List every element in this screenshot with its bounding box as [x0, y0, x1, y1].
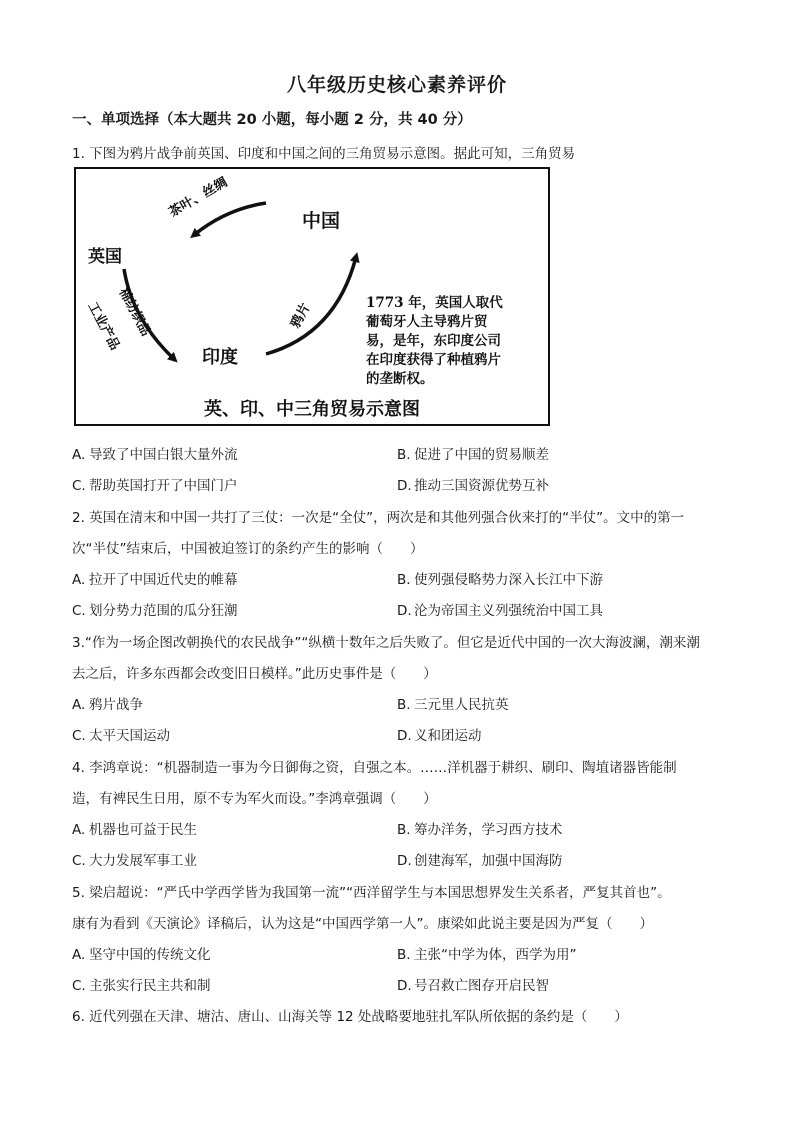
question-1-stem: 1. 下图为鸦片战争前英国、印度和中国之间的三角贸易示意图。据此可知，三角贸易	[72, 146, 576, 162]
question-3-stem-line-2: 去之后，许多东西都会改变旧日模样。”此历史事件是（ ）	[72, 666, 437, 682]
node-india: 印度	[202, 347, 238, 368]
label-tea-silk: 茶叶、丝绸	[166, 174, 231, 221]
node-china: 中国	[302, 210, 341, 232]
q1-option-a[interactable]: A. 导致了中国白银大量外流	[72, 447, 238, 463]
note-line-1: 1773 年，英国人取代	[366, 295, 503, 311]
q2-option-c[interactable]: C. 划分势力范围的瓜分狂潮	[72, 603, 238, 619]
question-6-stem: 6. 近代列强在天津、塘沽、唐山、山海关等 12 处战略要地驻扎军队所依据的条约是（ ）	[72, 1009, 628, 1025]
q2-option-b[interactable]: B. 使列强侵略势力深入长江中下游	[397, 572, 603, 588]
q3-option-b[interactable]: B. 三元里人民抗英	[397, 697, 509, 713]
arrow-tea-silk	[194, 203, 266, 235]
q5-option-c[interactable]: C. 主张实行民主共和制	[72, 978, 211, 994]
q3-option-a[interactable]: A. 鸦片战争	[72, 697, 143, 713]
question-3-stem-line-1: 3.“作为一场企图改朝换代的农民战争”“纵横十数年之后失败了。但它是近代中国的一次大海波澜，潮来潮	[72, 635, 700, 651]
q3-option-c[interactable]: C. 太平天国运动	[72, 728, 170, 744]
note-line-3: 易，是年，东印度公司	[366, 333, 501, 349]
label-industrial: 工业产品	[84, 299, 123, 353]
figure-caption: 英、印、中三角贸易示意图	[204, 399, 420, 420]
q2-option-d[interactable]: D. 沦为帝国主义列强统治中国工具	[397, 603, 603, 619]
page-title: 八年级历史核心素养评价	[286, 74, 507, 96]
label-cotton: 棉纺织品	[115, 285, 154, 339]
q4-option-d[interactable]: D. 创建海军，加强中国海防	[397, 853, 563, 869]
node-britain: 英国	[88, 247, 122, 267]
question-2-stem-line-1: 2. 英国在清末和中国一共打了三仗：一次是“全仗”，两次是和其他列强合伙来打的“半仗”。文中的第一	[72, 510, 685, 526]
q2-option-a[interactable]: A. 拉开了中国近代史的帷幕	[72, 572, 238, 588]
q1-option-b[interactable]: B. 促进了中国的贸易顺差	[397, 447, 549, 463]
q5-option-b[interactable]: B. 主张“中学为体，西学为用”	[397, 947, 577, 963]
q1-option-c[interactable]: C. 帮助英国打开了中国门户	[72, 478, 238, 494]
question-4-stem-line-2: 造，有裨民生日用，原不专为军火而设。”李鸿章强调（ ）	[72, 791, 437, 807]
question-5-stem-line-2: 康有为看到《天演论》译稿后，认为这是“中国西学第一人”。康梁如此说主要是因为严复（ ）	[72, 916, 653, 932]
q3-option-d[interactable]: D. 义和团运动	[397, 728, 482, 744]
q5-option-d[interactable]: D. 号召救亡图存开启民智	[397, 978, 549, 994]
note-line-2: 葡萄牙人主导鸦片贸	[366, 314, 488, 330]
q4-option-a[interactable]: A. 机器也可益于民生	[72, 822, 197, 838]
note-line-4: 在印度获得了种植鸦片	[366, 352, 501, 368]
question-2-stem-line-2: 次“半仗”结束后，中国被迫签订的条约产生的影响（ ）	[72, 541, 424, 557]
question-5-stem-line-1: 5. 梁启超说：“严氏中学西学皆为我国第一流”“西洋留学生与本国思想界发生关系者，严复其首也”。	[72, 885, 671, 901]
triangle-trade-figure	[74, 167, 550, 426]
question-4-stem-line-1: 4. 李鸿章说：“机器制造一事为今日御侮之资，自强之本。……洋机器于耕织、刷印、陶埴诸器皆能制	[72, 760, 677, 776]
trade-diagram	[76, 169, 548, 424]
note-line-5: 的垄断权。	[366, 371, 434, 387]
q4-option-b[interactable]: B. 筹办洋务，学习西方技术	[397, 822, 563, 838]
section-heading: 一、单项选择（本大题共 20 小题，每小题 2 分，共 40 分）	[72, 112, 472, 128]
q4-option-c[interactable]: C. 大力发展军事工业	[72, 853, 197, 869]
arrow-opium	[266, 257, 356, 354]
q5-option-a[interactable]: A. 坚守中国的传统文化	[72, 947, 211, 963]
q1-option-d[interactable]: D. 推动三国资源优势互补	[397, 478, 549, 494]
label-opium: 鸦片	[288, 300, 314, 331]
